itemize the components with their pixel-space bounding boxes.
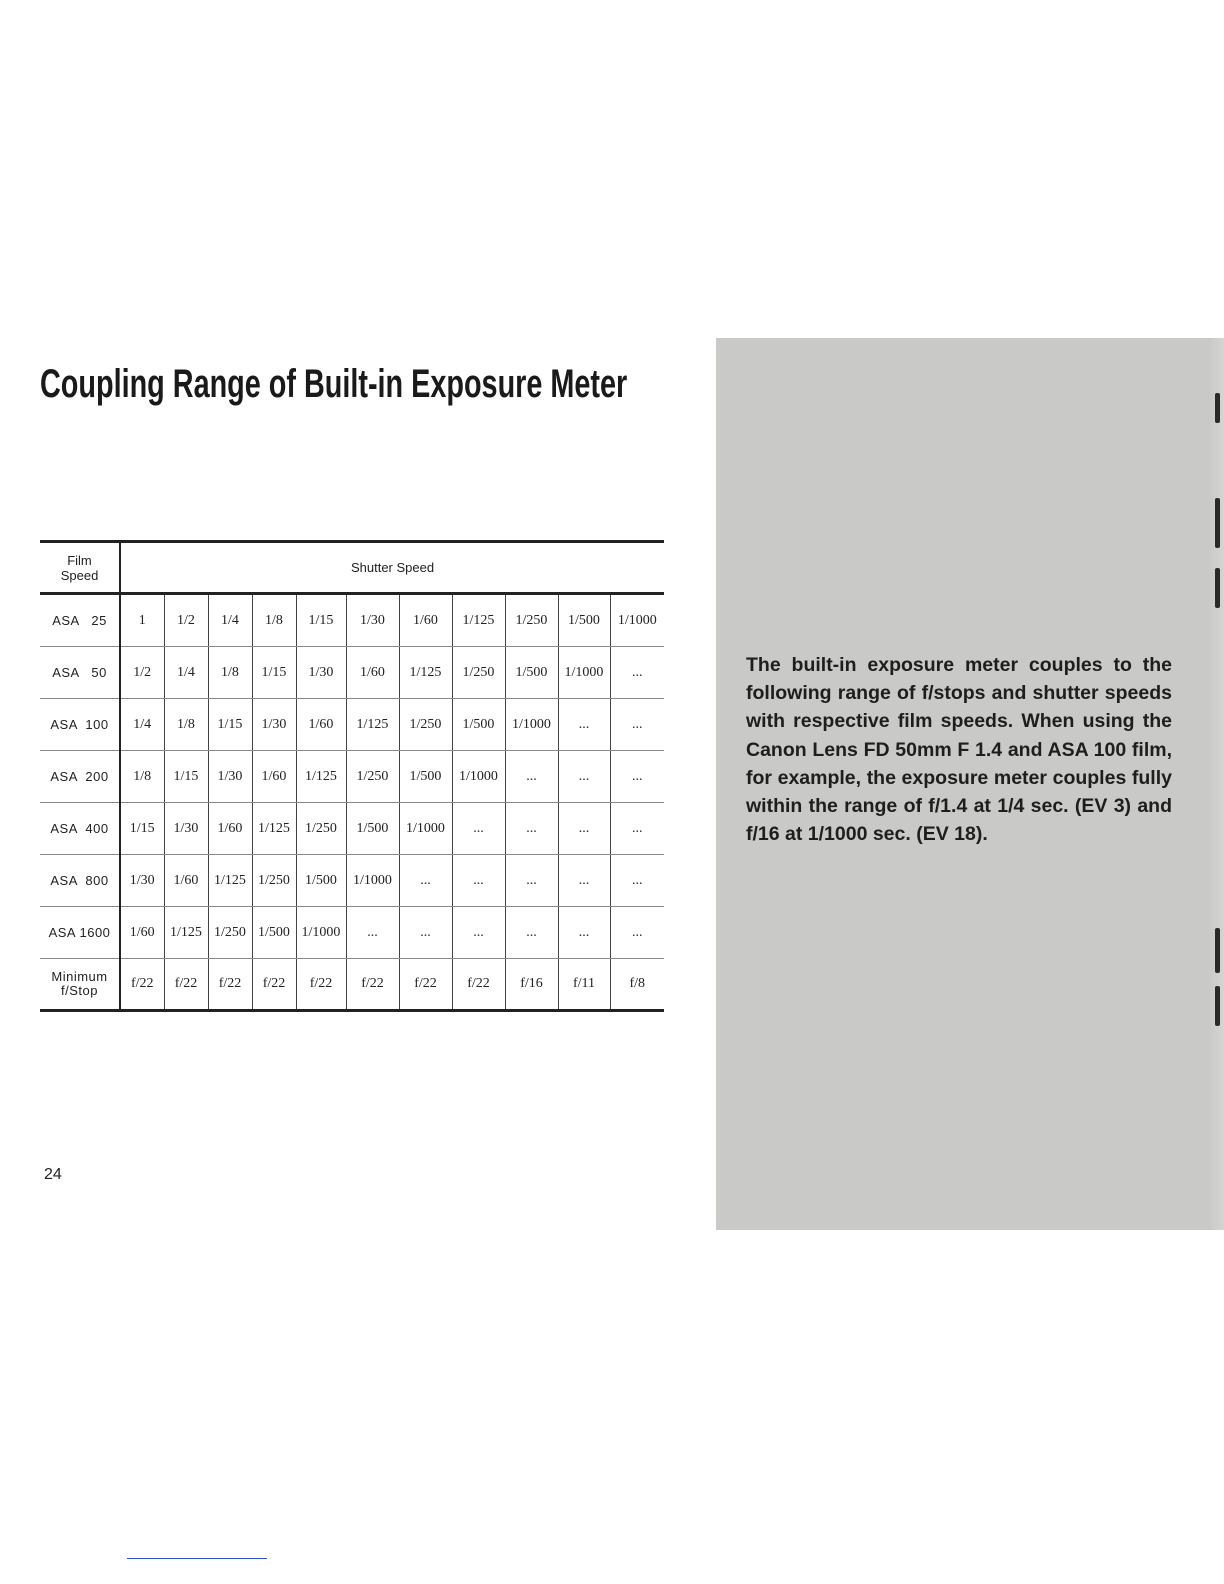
film-speed-header-line2: Speed (60, 567, 99, 583)
minimum-fstop-cell: f/22 (164, 959, 208, 1011)
shutter-speed-cell: 1/125 (164, 907, 208, 959)
film-speed-cell: ASA 1600 (40, 907, 120, 959)
shutter-speed-cell: 1/60 (120, 907, 164, 959)
shutter-speed-cell: 1/60 (346, 647, 399, 699)
shutter-speed-cell: 1/15 (252, 647, 296, 699)
minimum-fstop-cell: f/11 (558, 959, 610, 1011)
shutter-speed-cell: 1/500 (296, 855, 346, 907)
table-row (40, 751, 664, 803)
shutter-speed-cell: ... (452, 855, 505, 907)
shutter-speed-header: Shutter Speed (120, 542, 664, 594)
shutter-speed-cell: ... (399, 907, 452, 959)
minimum-fstop-cell: f/22 (399, 959, 452, 1011)
shutter-speed-cell: 1/250 (452, 647, 505, 699)
shutter-speed-cell: 1/500 (505, 647, 558, 699)
shutter-speed-cell: ... (505, 803, 558, 855)
shutter-speed-cell: ... (610, 751, 664, 803)
shutter-speed-cell: ... (452, 803, 505, 855)
shutter-speed-cell: ... (610, 907, 664, 959)
shutter-speed-cell: 1/30 (252, 699, 296, 751)
minimum-fstop-cell: f/22 (296, 959, 346, 1011)
shutter-speed-cell: 1/15 (120, 803, 164, 855)
shutter-speed-cell: 1/500 (452, 699, 505, 751)
film-speed-cell: ASA 25 (40, 594, 120, 647)
shutter-speed-cell: 1/500 (558, 594, 610, 647)
table-row (40, 647, 664, 699)
shutter-speed-cell: ... (505, 907, 558, 959)
shutter-speed-cell: 1/125 (452, 594, 505, 647)
shutter-speed-cell: 1/8 (120, 751, 164, 803)
minimum-fstop-cell: f/22 (452, 959, 505, 1011)
shutter-speed-cell: ... (558, 907, 610, 959)
shutter-speed-cell: 1/8 (252, 594, 296, 647)
table-row (40, 907, 664, 959)
shutter-speed-cell: 1/500 (399, 751, 452, 803)
shutter-speed-cell: 1/500 (346, 803, 399, 855)
shutter-speed-cell: 1/2 (120, 647, 164, 699)
film-speed-cell: ASA 200 (40, 751, 120, 803)
minimum-fstop-row (40, 959, 664, 1011)
edge-mark (1215, 393, 1220, 423)
page-edge-shadow (1208, 338, 1224, 1230)
edge-mark (1215, 928, 1220, 973)
minimum-fstop-cell: f/16 (505, 959, 558, 1011)
shutter-speed-cell: 1/30 (296, 647, 346, 699)
shutter-speed-cell: 1/125 (208, 855, 252, 907)
table-row (40, 855, 664, 907)
shutter-speed-cell: 1/125 (296, 751, 346, 803)
shutter-speed-cell: 1/4 (208, 594, 252, 647)
shutter-speed-cell: 1/1000 (346, 855, 399, 907)
description-panel (716, 338, 1224, 1230)
shutter-speed-cell: 1/1000 (399, 803, 452, 855)
bottom-rule (127, 1558, 267, 1559)
shutter-speed-cell: ... (399, 855, 452, 907)
shutter-speed-cell: 1/250 (399, 699, 452, 751)
shutter-speed-cell: 1/250 (296, 803, 346, 855)
shutter-speed-cell: 1/4 (164, 647, 208, 699)
shutter-speed-cell: ... (610, 699, 664, 751)
shutter-speed-cell: 1/30 (346, 594, 399, 647)
page-title: Coupling Range of Built-in Exposure Meter (40, 362, 628, 406)
shutter-speed-cell: ... (558, 751, 610, 803)
film-speed-cell: ASA 50 (40, 647, 120, 699)
minimum-fstop-cell: f/8 (610, 959, 664, 1011)
shutter-speed-cell: 1/125 (346, 699, 399, 751)
minimum-fstop-label (40, 959, 120, 1011)
shutter-speed-cell: ... (558, 803, 610, 855)
table-header-row (40, 542, 664, 594)
shutter-speed-cell: 1/30 (164, 803, 208, 855)
edge-mark (1215, 568, 1220, 608)
table-row (40, 699, 664, 751)
shutter-speed-cell: 1/60 (164, 855, 208, 907)
minimum-fstop-cell: f/22 (252, 959, 296, 1011)
shutter-speed-cell: 1/125 (399, 647, 452, 699)
shutter-speed-cell: 1/250 (252, 855, 296, 907)
shutter-speed-cell: 1/1000 (505, 699, 558, 751)
film-speed-header (40, 542, 120, 594)
film-speed-cell: ASA 400 (40, 803, 120, 855)
minimum-fstop-cell: f/22 (208, 959, 252, 1011)
shutter-speed-cell: ... (346, 907, 399, 959)
shutter-speed-cell: ... (610, 855, 664, 907)
shutter-speed-cell: 1/500 (252, 907, 296, 959)
shutter-speed-cell: ... (610, 803, 664, 855)
minimum-fstop-label-line1: Minimum (51, 969, 108, 984)
film-speed-header-line1: Film (67, 552, 92, 568)
shutter-speed-cell: 1 (120, 594, 164, 647)
coupling-range-table (40, 540, 664, 1012)
shutter-speed-cell: 1/8 (164, 699, 208, 751)
edge-mark (1215, 986, 1220, 1026)
minimum-fstop-label-line2: f/Stop (61, 983, 98, 998)
shutter-speed-cell: 1/60 (399, 594, 452, 647)
table-row (40, 803, 664, 855)
shutter-speed-cell: ... (452, 907, 505, 959)
shutter-speed-cell: 1/250 (346, 751, 399, 803)
shutter-speed-cell: 1/250 (505, 594, 558, 647)
table-body (40, 594, 664, 1011)
description-text: The built-in exposure meter couples to the following range of f/stops and shutter speeds with respective film speeds. When using the Canon Lens FD 50mm F 1.4 and ASA 100 film, for example, the exposure meter couples fully within the range of f/1.4 at 1/4 sec. (EV 3) and f/16 at 1/1000 sec. (EV 18). (746, 654, 1172, 846)
shutter-speed-cell: ... (610, 647, 664, 699)
shutter-speed-cell: ... (505, 855, 558, 907)
film-speed-cell: ASA 800 (40, 855, 120, 907)
shutter-speed-cell: 1/15 (296, 594, 346, 647)
shutter-speed-cell: 1/1000 (296, 907, 346, 959)
shutter-speed-cell: ... (558, 855, 610, 907)
shutter-speed-cell: ... (558, 699, 610, 751)
shutter-speed-cell: ... (505, 751, 558, 803)
shutter-speed-cell: 1/1000 (558, 647, 610, 699)
shutter-speed-cell: 1/250 (208, 907, 252, 959)
film-speed-cell: ASA 100 (40, 699, 120, 751)
shutter-speed-cell: 1/2 (164, 594, 208, 647)
edge-mark (1215, 498, 1220, 548)
shutter-speed-cell: 1/30 (208, 751, 252, 803)
shutter-speed-cell: 1/60 (252, 751, 296, 803)
shutter-speed-cell: 1/4 (120, 699, 164, 751)
shutter-speed-cell: 1/60 (208, 803, 252, 855)
shutter-speed-cell: 1/15 (164, 751, 208, 803)
minimum-fstop-cell: f/22 (130, 976, 154, 991)
minimum-fstop-cell: f/22 (346, 959, 399, 1011)
shutter-speed-cell: 1/8 (208, 647, 252, 699)
shutter-speed-cell: 1/1000 (610, 594, 664, 647)
coupling-range-table-container (40, 540, 664, 1012)
shutter-speed-cell: 1/125 (252, 803, 296, 855)
page-number: 24 (44, 1166, 62, 1183)
shutter-speed-cell: 1/1000 (452, 751, 505, 803)
shutter-speed-cell: 1/60 (296, 699, 346, 751)
shutter-speed-cell: 1/30 (120, 855, 164, 907)
shutter-speed-cell: 1/15 (208, 699, 252, 751)
table-row (40, 594, 664, 647)
